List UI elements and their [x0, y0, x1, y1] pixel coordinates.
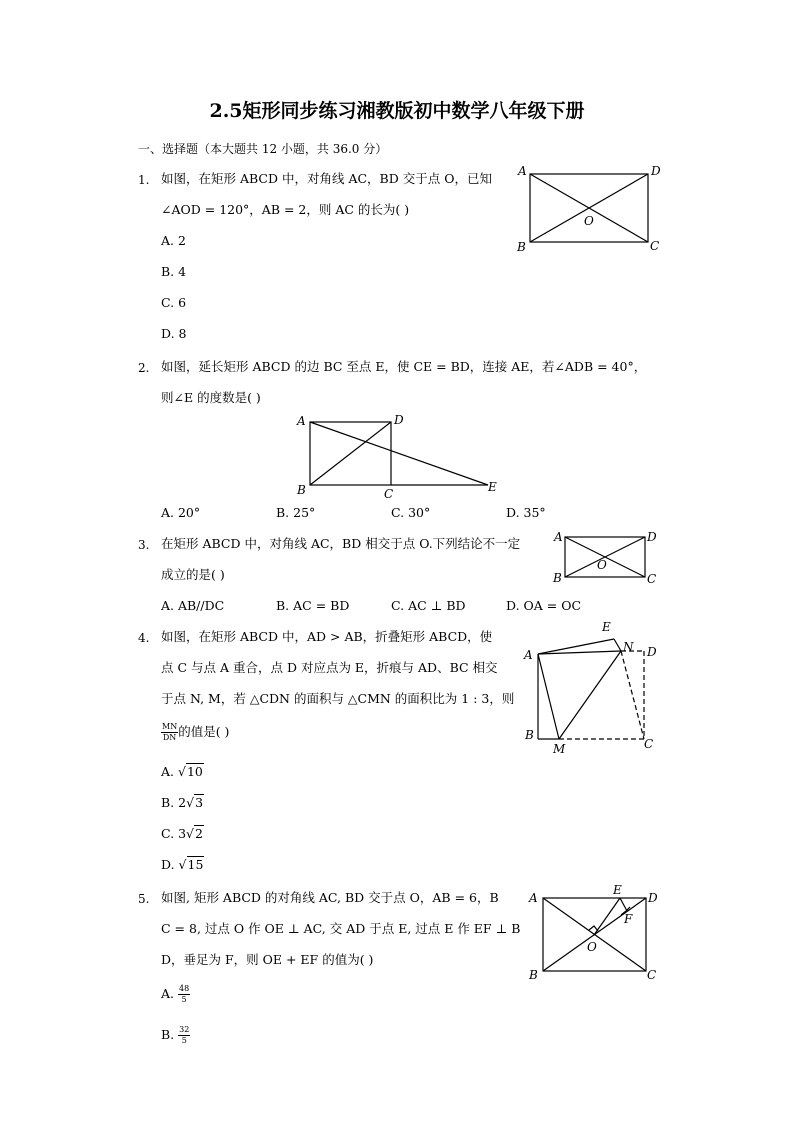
figure-q2 — [290, 410, 505, 502]
right-angle-mark — [589, 926, 598, 931]
option-d[interactable]: D. √15 — [161, 857, 204, 872]
vertex-label: A — [554, 530, 563, 544]
segment-ef — [620, 898, 627, 911]
question-text: 则∠E 的度数是( ) — [161, 390, 261, 405]
page-title: 2.5矩形同步练习湘教版初中数学八年级下册 — [209, 100, 585, 122]
vertex-label: B — [525, 728, 534, 742]
option-b[interactable]: B. $\frac{32}{5}$ — [161, 1025, 190, 1045]
vertex-label: M — [553, 742, 566, 756]
vertex-label: A — [297, 414, 306, 428]
option-b[interactable]: B. 25° — [276, 505, 316, 520]
question-number: 2. — [138, 361, 150, 375]
vertex-label: D — [647, 530, 657, 544]
option-c[interactable]: C. AC ⊥ BD — [391, 598, 466, 613]
question-text: 如图，延长矩形 ABCD 的边 BC 至点 E，使 CE = BD，连接 AE，若∠ADB = 40°， — [161, 359, 647, 374]
vertex-label: B — [529, 968, 538, 982]
vertex-label: F — [624, 912, 633, 926]
vertex-label: D — [394, 413, 404, 427]
options-row — [161, 600, 621, 613]
vertex-label: A — [529, 891, 538, 905]
vertex-label: O — [584, 214, 594, 228]
figure-q1 — [510, 160, 670, 260]
section-heading: 一、选择题（本大题共 12 小题，共 36.0 分） — [138, 142, 388, 156]
vertex-label: C — [384, 487, 394, 501]
question-text: 如图，在矩形 ABCD 中，对角线 AC，BD 交于点 O，已知 — [161, 171, 492, 186]
option-b[interactable]: B. 2√3 — [161, 795, 204, 810]
question-text: 在矩形 ABCD 中，对角线 AC，BD 相交于点 O.下列结论不一定 — [161, 536, 521, 551]
dashed-nc — [621, 651, 644, 739]
vertex-label: E — [602, 620, 611, 634]
diagonal-line — [310, 422, 391, 485]
question-text: C = 8, 过点 O 作 OE ⊥ AC, 交 AD 于点 E, 过点 E 作 EF ⊥ B — [161, 921, 521, 936]
question-text: 成立的是( ) — [161, 567, 225, 582]
option-a[interactable]: A. 20° — [161, 505, 201, 520]
question-number: 1. — [138, 173, 150, 187]
option-c[interactable]: C. 30° — [391, 505, 431, 520]
fold-line-mn — [559, 651, 621, 739]
vertex-label: O — [587, 940, 597, 954]
vertex-label: C — [650, 239, 660, 253]
figure-q5 — [520, 878, 670, 983]
figure-q4 — [516, 615, 676, 760]
segment-oe — [594, 898, 620, 935]
fraction: $\frac{MN}{DN}$ — [162, 722, 178, 742]
vertex-label: E — [613, 883, 622, 897]
option-b[interactable]: B. AC = BD — [276, 598, 350, 613]
segment-ae — [310, 422, 488, 485]
vertex-label: N — [623, 640, 634, 654]
vertex-label: D — [647, 645, 657, 659]
vertex-label: O — [597, 558, 607, 572]
option-a[interactable]: A. √10 — [161, 764, 203, 779]
vertex-label: B — [297, 483, 306, 497]
option-d[interactable]: D. 35° — [506, 505, 546, 520]
vertex-label: D — [651, 164, 661, 178]
question-text: $\frac{MN}{DN}$ 的值是( ) — [162, 722, 230, 742]
vertex-label: A — [518, 164, 527, 178]
options-row — [161, 507, 621, 520]
vertex-label: A — [524, 648, 533, 662]
question-text: ∠AOD = 120°，AB = 2，则 AC 的长为( ) — [161, 202, 410, 217]
figure-q3 — [548, 528, 668, 588]
option-d[interactable]: D. 8 — [161, 326, 187, 341]
option-b[interactable]: B. 4 — [161, 264, 187, 279]
question-text: 于点 N, M，若 △CDN 的面积与 △CMN 的面积比为 1 : 3，则 — [161, 691, 515, 706]
vertex-label: D — [648, 891, 658, 905]
option-c[interactable]: C. 6 — [161, 295, 187, 310]
option-c[interactable]: C. 3√2 — [161, 826, 203, 841]
question-text: 点 C 与点 A 重合，点 D 对应点为 E，折痕与 AD、BC 相交 — [161, 660, 498, 675]
option-a[interactable]: A. 2 — [161, 233, 186, 248]
segment-en — [614, 639, 621, 651]
vertex-label: E — [488, 480, 497, 494]
segment-am — [538, 654, 559, 739]
question-text: 如图, 矩形 ABCD 的对角线 AC, BD 交于点 O，AB = 6，B — [161, 890, 499, 905]
question-text: D，垂足为 F，则 OE + EF 的值为( ) — [161, 952, 374, 967]
vertex-label: C — [644, 737, 654, 751]
vertex-label: C — [647, 572, 657, 586]
vertex-label: C — [647, 968, 657, 982]
question-text: 如图，在矩形 ABCD 中，AD > AB，折叠矩形 ABCD，使 — [161, 629, 493, 644]
question-number: 4. — [138, 631, 150, 645]
vertex-label: B — [517, 240, 526, 254]
question-number: 5. — [138, 892, 150, 906]
option-a[interactable]: A. AB//DC — [161, 598, 225, 613]
option-a[interactable]: A. $\frac{48}{5}$ — [161, 984, 190, 1004]
vertex-label: B — [553, 571, 562, 585]
option-d[interactable]: D. OA = OC — [506, 598, 582, 613]
question-number: 3. — [138, 538, 150, 552]
